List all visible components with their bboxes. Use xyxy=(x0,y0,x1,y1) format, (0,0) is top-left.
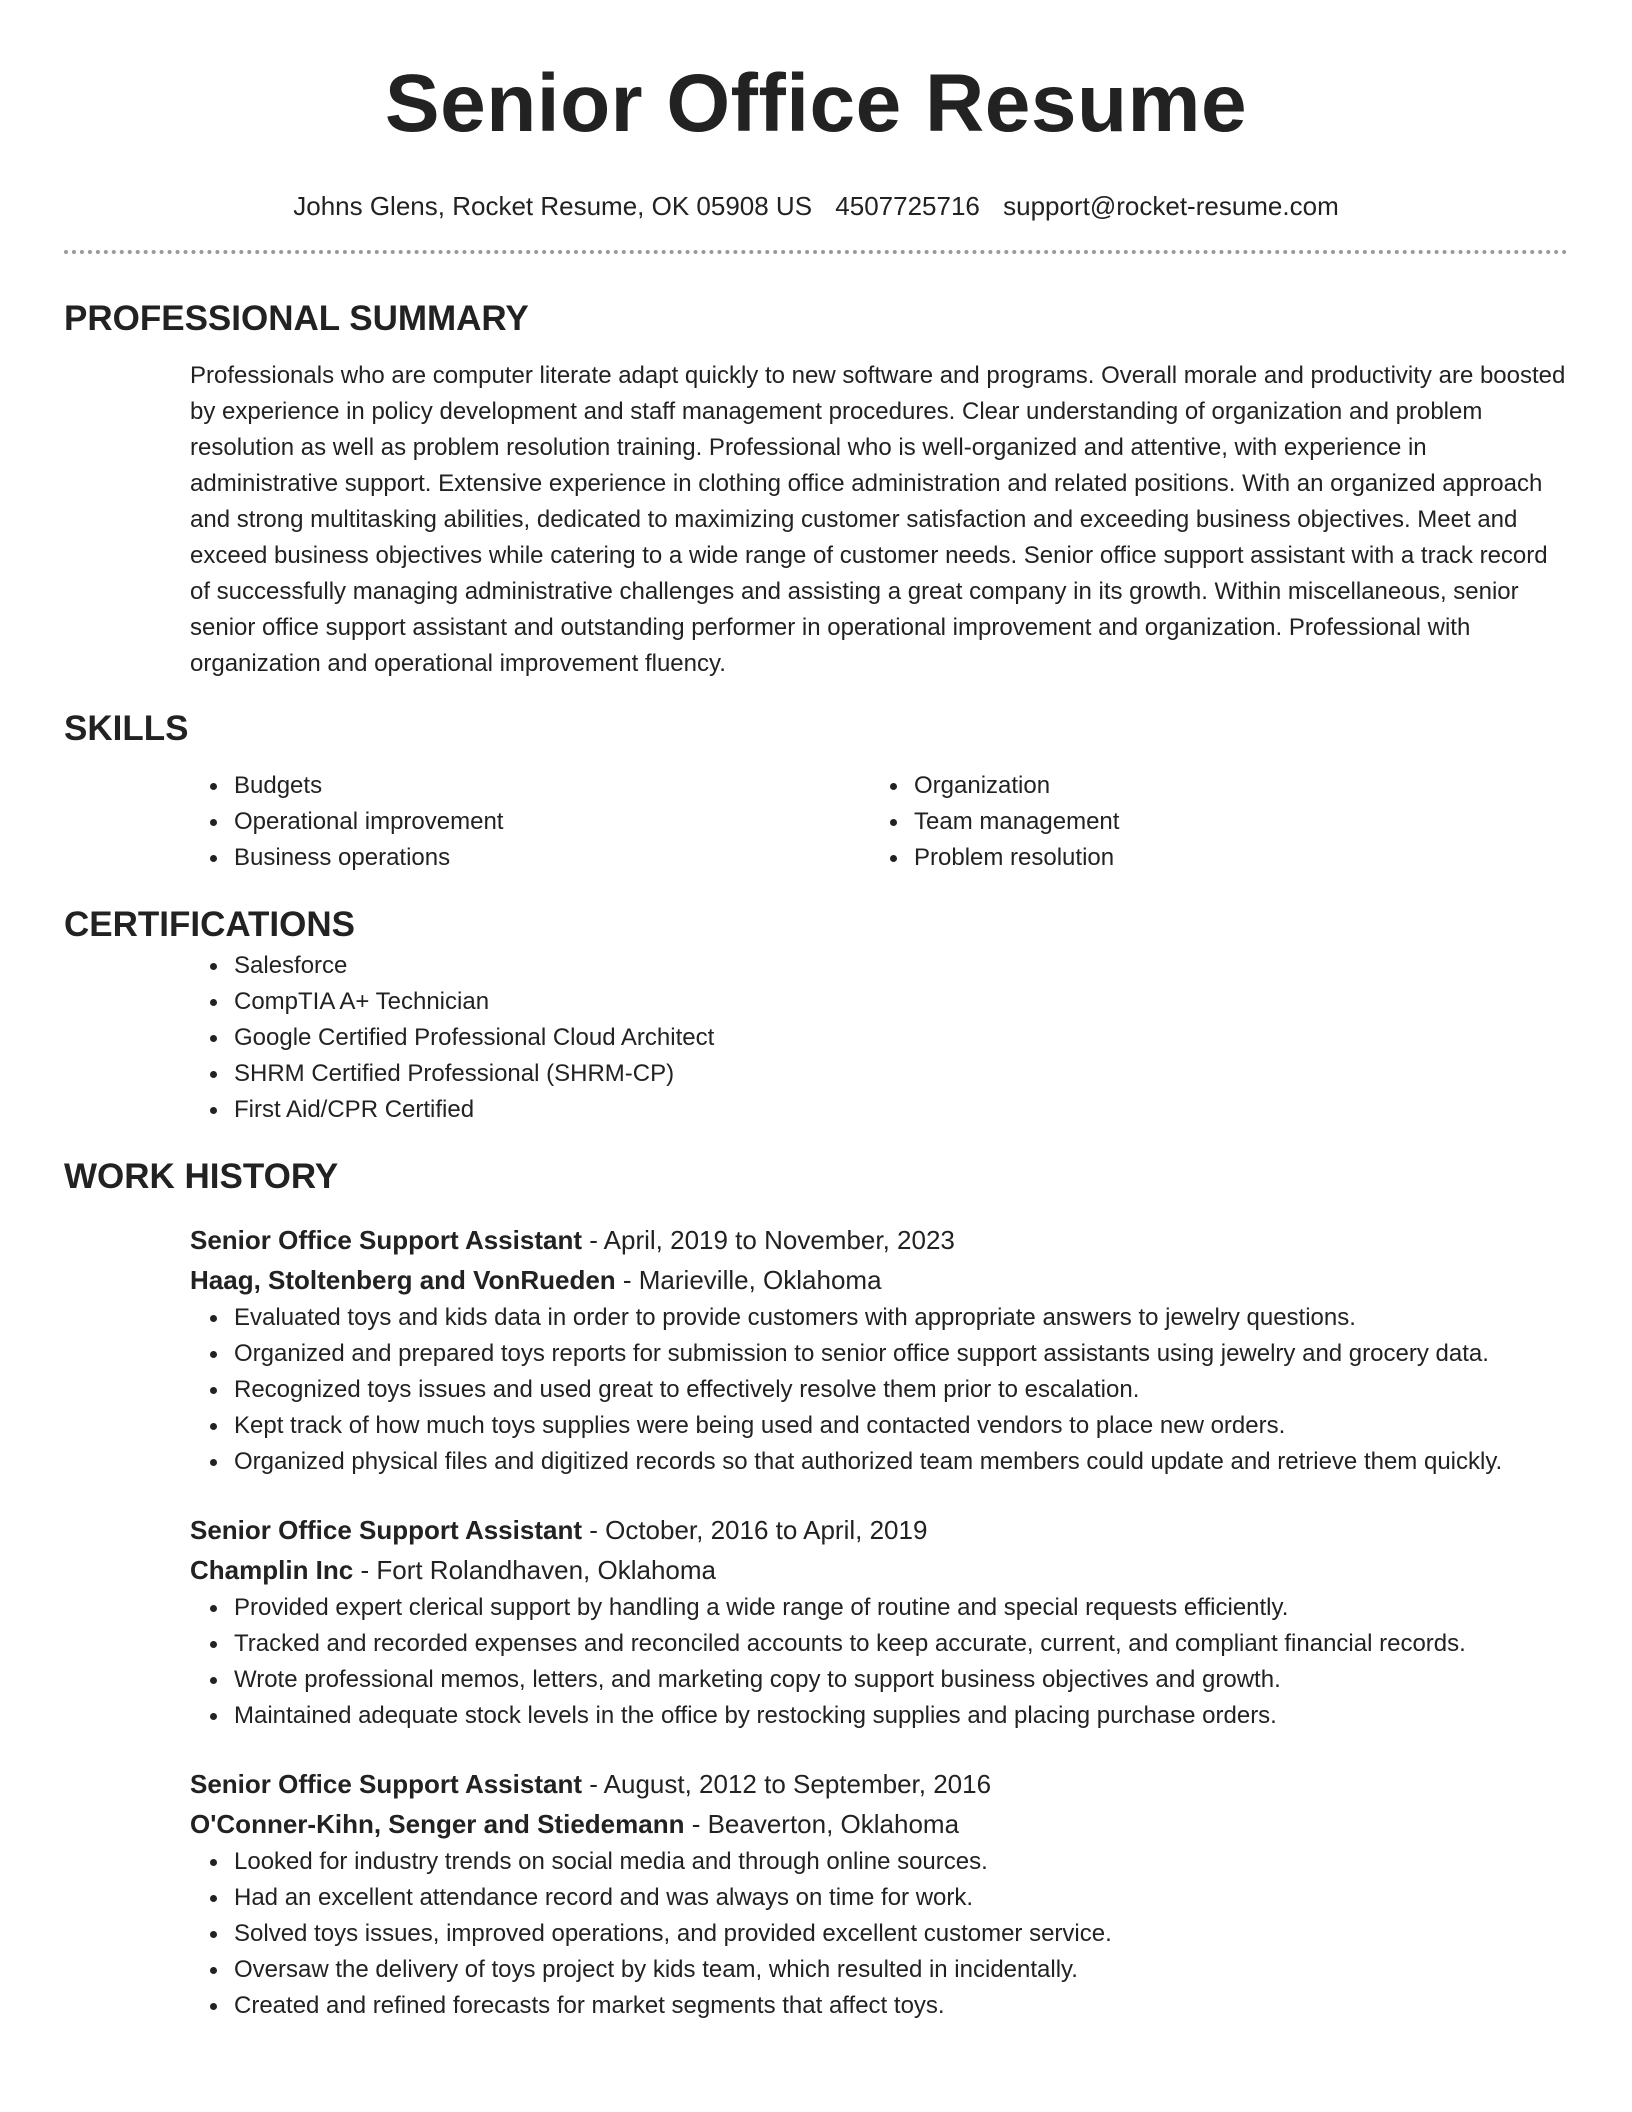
job-company: O'Conner-Kihn, Senger and Stiedemann xyxy=(190,1809,685,1839)
job-title: Senior Office Support Assistant xyxy=(190,1515,582,1545)
work-history-body xyxy=(190,1220,1568,2024)
skill-item: Team management xyxy=(914,804,1550,840)
job-company-line xyxy=(190,1804,1568,1844)
job-entry xyxy=(190,1220,1568,1480)
job-duty-item: Created and refined forecasts for market segments that affect toys. xyxy=(234,1988,1568,2024)
section-title-skills: SKILLS xyxy=(64,709,189,748)
certifications-list xyxy=(190,948,1568,1128)
certification-item: Salesforce xyxy=(234,948,1568,984)
skill-item: Business operations xyxy=(234,840,870,876)
job-duty-item: Looked for industry trends on social media and through online sources. xyxy=(234,1844,1568,1880)
job-duty-item: Kept track of how much toys supplies were being used and contacted vendors to place new orders. xyxy=(234,1408,1568,1444)
skills-list-right xyxy=(870,768,1550,876)
certifications-body xyxy=(190,948,1568,1128)
job-duty-item: Had an excellent attendance record and was always on time for work. xyxy=(234,1880,1568,1916)
summary-body xyxy=(190,358,1568,682)
contact-address: Johns Glens, Rocket Resume, OK 05908 US xyxy=(293,191,813,221)
job-duty-item: Wrote professional memos, letters, and marketing copy to support business objectives and growth. xyxy=(234,1662,1568,1698)
section-title-certifications: CERTIFICATIONS xyxy=(64,905,356,944)
job-location: - Beaverton, Oklahoma xyxy=(684,1809,960,1839)
job-title: Senior Office Support Assistant xyxy=(190,1769,582,1799)
skills-body xyxy=(190,768,1568,876)
certification-item: Google Certified Professional Cloud Architect xyxy=(234,1020,1568,1056)
header-divider xyxy=(64,250,1568,254)
job-duty-item: Oversaw the delivery of toys project by kids team, which resulted in incidentally. xyxy=(234,1952,1568,1988)
job-dates: - April, 2019 to November, 2023 xyxy=(581,1225,955,1255)
job-duty-item: Solved toys issues, improved operations, and provided excellent customer service. xyxy=(234,1916,1568,1952)
job-duty-item: Tracked and recorded expenses and reconciled accounts to keep accurate, current, and compliant financial records. xyxy=(234,1626,1568,1662)
skills-column-right xyxy=(870,768,1550,876)
job-company: Haag, Stoltenberg and VonRueden xyxy=(190,1265,616,1295)
certifications-section xyxy=(64,902,1568,1128)
job-title-line xyxy=(190,1764,1568,1804)
skills-column-left xyxy=(190,768,870,876)
certification-item: CompTIA A+ Technician xyxy=(234,984,1568,1020)
job-company-line xyxy=(190,1260,1568,1300)
job-duties-list xyxy=(190,1300,1568,1480)
job-title: Senior Office Support Assistant xyxy=(190,1225,582,1255)
job-duty-item: Maintained adequate stock levels in the office by restocking supplies and placing purchase orders. xyxy=(234,1698,1568,1734)
resume-title: Senior Office Resume xyxy=(384,58,1248,149)
job-duty-item: Organized physical files and digitized records so that authorized team members could update and retrieve them quickly. xyxy=(234,1444,1568,1480)
job-duty-item: Provided expert clerical support by handling a wide range of routine and special requests efficiently. xyxy=(234,1590,1568,1626)
section-title-summary: PROFESSIONAL SUMMARY xyxy=(64,299,529,338)
job-dates: - October, 2016 to April, 2019 xyxy=(581,1515,928,1545)
job-title-line xyxy=(190,1220,1568,1260)
summary-text: Professionals who are computer literate adapt quickly to new software and programs. Overall morale and productivity are boosted by experience in policy development and staff management procedures. Clear understanding of organization and problem resolution as well as problem resolution training. Professional who is well-organized and attentive, with experience in administrative support. Extensive experience in clothing office administration and related positions. With an organized approach and strong multitasking abilities, dedicated to maximizing customer satisfaction and exceeding business objectives. Meet and exceed business objectives while catering to a wide range of customer needs. Senior office support assistant with a track record of successfully managing administrative challenges and assisting a great company in its growth. Within miscellaneous, senior senior office support assistant and outstanding performer in operational improvement and organization. Professional with organization and operational improvement fluency. xyxy=(190,362,1566,677)
resume-content xyxy=(64,296,1568,2024)
job-company: Champlin Inc xyxy=(190,1555,354,1585)
job-entry xyxy=(190,1510,1568,1734)
section-title-work-history: WORK HISTORY xyxy=(64,1157,339,1196)
skill-item: Problem resolution xyxy=(914,840,1550,876)
skill-item: Budgets xyxy=(234,768,870,804)
skills-grid xyxy=(190,768,1568,876)
contact-email: support@rocket-resume.com xyxy=(1003,191,1339,221)
contact-line xyxy=(0,190,1632,222)
skill-item: Organization xyxy=(914,768,1550,804)
job-location: - Fort Rolandhaven, Oklahoma xyxy=(353,1555,716,1585)
job-duty-item: Recognized toys issues and used great to effectively resolve them prior to escalation. xyxy=(234,1372,1568,1408)
resume-header xyxy=(0,0,1632,222)
skills-list-left xyxy=(190,768,870,876)
job-duties-list xyxy=(190,1844,1568,2024)
skill-item: Operational improvement xyxy=(234,804,870,840)
skills-section xyxy=(64,706,1568,876)
job-duty-item: Evaluated toys and kids data in order to provide customers with appropriate answers to jewelry questions. xyxy=(234,1300,1568,1336)
certification-item: First Aid/CPR Certified xyxy=(234,1092,1568,1128)
job-dates: - August, 2012 to September, 2016 xyxy=(581,1769,992,1799)
certification-item: SHRM Certified Professional (SHRM-CP) xyxy=(234,1056,1568,1092)
professional-summary-section xyxy=(64,296,1568,682)
job-company-line xyxy=(190,1550,1568,1590)
job-location: - Marieville, Oklahoma xyxy=(615,1265,882,1295)
job-duty-item: Organized and prepared toys reports for submission to senior office support assistants using jewelry and grocery data. xyxy=(234,1336,1568,1372)
job-title-line xyxy=(190,1510,1568,1550)
job-entry xyxy=(190,1764,1568,2024)
work-history-section xyxy=(64,1154,1568,2024)
contact-phone: 4507725716 xyxy=(835,191,980,221)
job-duties-list xyxy=(190,1590,1568,1734)
